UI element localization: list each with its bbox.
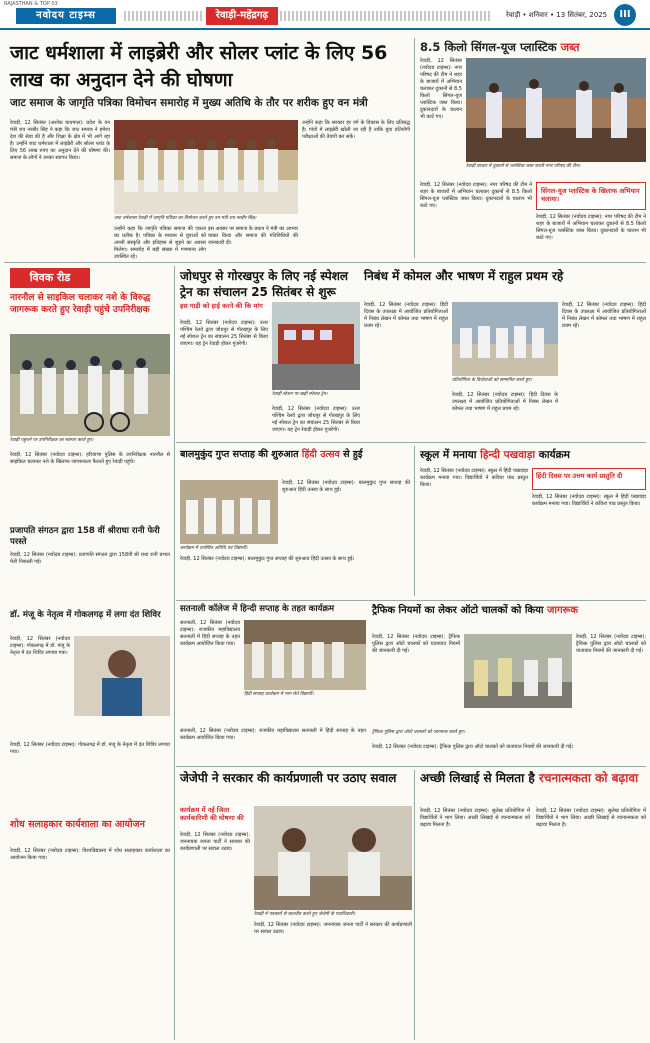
manju-photo <box>74 636 170 716</box>
page-number: III <box>614 4 636 26</box>
school-headline <box>420 448 646 462</box>
prajapati-headline: प्रजापति संगठन द्वारा 158 वीं श्रीराधा रानी फेरी परस्ते <box>10 526 160 547</box>
cycle-photo-caption: रेवाड़ी पहुंचने पर उपनिरीक्षक का स्वागत करते हुए। <box>10 438 94 443</box>
writing-body: रेवाड़ी, 12 सितंबर (नवोदय टाइम्स): सुलेख प्रतियोगिता में विद्यार्थियों ने भाग लिया। अच्छी लिखाई से रचनात्मकता को बढ़ावा मिलता है। <box>420 808 530 828</box>
school-body: रेवाड़ी, 12 सितंबर (नवोदय टाइम्स): स्कूल में हिंदी पखवाड़ा कार्यक्रम मनाया गया। विद्यार्थियों ने कविता पाठ प्रस्तुत किया। <box>420 468 528 488</box>
traffic-headline-highlight: जागरूक <box>546 605 579 616</box>
train-body: रेवाड़ी, 12 सितंबर (नवोदय टाइम्स): उत्तर पश्चिम रेलवे द्वारा जोधपुर से गोरखपुर के लिए नई स्पेशल ट्रेन का संचालन 25 सितंबर से किया जाएगा। यह ट्रेन रेवाड़ी होकर गुजरेगी। <box>180 320 268 347</box>
plastic-body-3: रेवाड़ी, 12 सितंबर (नवोदय टाइम्स): नगर परिषद की टीम ने शहर के बाजारों में अभियान चलाकर दुकानों से 8.5 किलो सिंगल-यूज प्लास्टिक जब्त किया। दुकानदारों के चालान भी काटे गए। <box>536 214 646 241</box>
research-headline: शोध सलाहकार कार्यशाला का आयोजन <box>10 819 145 830</box>
cycle-photo <box>10 334 170 436</box>
traffic-headline-prefix: ट्रैफिक नियमों का लेकर ऑटो चालकों को किया <box>372 605 544 616</box>
satnali-photo <box>244 620 366 690</box>
essay-body-2: रेवाड़ी, 12 सितंबर (नवोदय टाइम्स): हिंदी दिवस के उपलक्ष्य में आयोजित प्रतियोगिताओं में निबंध लेखन में कोमल तथा भाषण में राहुल प्रथम रहे। <box>452 392 558 412</box>
plastic-photo <box>466 58 646 162</box>
satnali-headline: सतनाली कॉलेज में हिन्दी सप्ताह के तहत कार्यक्रम <box>180 604 335 614</box>
plastic-headline-prefix: 8.5 किलो सिंगल-यूज प्लास्टिक <box>420 40 557 54</box>
satnali-body: सतनाली, 12 सितंबर (नवोदय टाइम्स): राजकीय महाविद्यालय सतनाली में हिंदी सप्ताह के तहत कार्यक्रम आयोजित किया गया। <box>180 620 240 647</box>
traffic-photo-caption: ट्रैफिक पुलिस द्वारा ऑटो चालकों को जागरूक करते हुए। <box>372 730 466 735</box>
traffic-body-3: रेवाड़ी, 12 सितंबर (नवोदय टाइम्स): ट्रैफिक पुलिस द्वारा ऑटो चालकों को यातायात नियमों की जानकारी दी गई। <box>372 744 574 750</box>
traffic-photo <box>464 634 572 708</box>
balmukund-photo <box>180 480 278 544</box>
manju-headline: डॉ. मंजू के नेतृत्व में गोकलगढ़ में लगा दंत शिविर <box>10 610 161 620</box>
essay-photo <box>452 302 558 376</box>
edition-label: RAJASTHAN & TOP 03 <box>4 1 58 7</box>
lead-body-4: उन्होंने कहा कि सरकार हर वर्ग के विकास के लिए प्रतिबद्ध है। गांवों में लाइब्रेरी खोली जा रही हैं ताकि युवा प्रतियोगी परीक्षाओं की तैयारी कर सकें। <box>302 120 410 140</box>
balmukund-body-2: रेवाड़ी, 12 सितंबर (नवोदय टाइम्स): बालमुकुंद गुप्त सप्ताह की शुरुआत हिंदी उत्सव के साथ हुई। <box>180 556 355 562</box>
balmukund-headline-suffix: से हुई <box>343 449 363 460</box>
masthead-stripes <box>280 11 490 21</box>
city-banner: रेवाड़ी-महेंद्रगढ़ <box>206 7 278 25</box>
writing-headline-highlight: रचनात्मकता को बढ़ावा <box>538 771 639 785</box>
train-headline: जोधपुर से गोरखपुर के लिए नई स्पेशल ट्रेन का संचालन 25 सितंबर से शुरू <box>180 269 349 299</box>
essay-headline: निबंध में कोमल और भाषण में राहुल प्रथम रहे <box>364 269 564 283</box>
jjp-photo-caption: रेवाड़ी में पत्रकारों से बातचीत करते हुए जेजेपी के पदाधिकारी। <box>254 912 356 917</box>
jjp-sub <box>180 806 250 830</box>
section-rule <box>4 262 646 263</box>
column-rule <box>414 38 415 258</box>
school-headline-prefix: स्कूल में मनाया <box>420 449 477 461</box>
section-rule <box>176 600 646 601</box>
train-sub-text: इस गाड़ी को हाई करने की कि मांग <box>180 302 263 310</box>
balmukund-body: रेवाड़ी, 12 सितंबर (नवोदय टाइम्स): बालमुकुंद गुप्त सप्ताह की शुरुआत हिंदी उत्सव के साथ हुई। <box>282 480 410 493</box>
train-body-2: रेवाड़ी, 12 सितंबर (नवोदय टाइम्स): उत्तर पश्चिम रेलवे द्वारा जोधपुर से गोरखपुर के लिए नई स्पेशल ट्रेन का संचालन 25 सितंबर से किया जाएगा। यह ट्रेन रेवाड़ी होकर गुजरेगी। <box>272 406 360 433</box>
section-rule <box>176 766 646 767</box>
train-photo <box>272 302 360 390</box>
cycle-headline: नारनौल से साइकिल चलाकर नशे के विरुद्ध जागरूक करते हुए रेवाड़ी पहुंचे उपनिरीक्षक <box>10 293 151 315</box>
section-rule <box>176 442 646 443</box>
essay-photo-caption: प्रतियोगिता के विजेताओं को सम्मानित करते हुए। <box>452 378 533 383</box>
manju-body: रेवाड़ी, 12 सितंबर (नवोदय टाइम्स): गोकलगढ़ में डॉ. मंजू के नेतृत्व में दंत शिविर लगाया गया। <box>10 636 70 656</box>
jjp-photo <box>254 806 412 910</box>
school-headline-highlight: हिन्दी पखवाड़ा <box>480 449 536 461</box>
manju-body-2: रेवाड़ी, 12 सितंबर (नवोदय टाइम्स): गोकलगढ़ में डॉ. मंजू के नेतृत्व में दंत शिविर लगाया गया। <box>10 742 170 755</box>
balmukund-headline <box>180 448 410 461</box>
lead-subhead: जाट समाज के जागृति पत्रिका विमोचन समारोह में मुख्य अतिथि के तौर पर शरीक हुए वन मंत्री <box>10 97 368 109</box>
dateline: रेवाड़ी • शनिवार • 13 सितंबर, 2025 <box>506 11 608 19</box>
jjp-sub-text: कार्यक्रम में नई जिला कार्यकारिणी की घोषणा की <box>180 806 244 822</box>
jjp-headline: जेजेपी ने सरकार की कार्यप्रणाली पर उठाए सवाल <box>180 771 397 785</box>
jjp-body-2: रेवाड़ी, 12 सितंबर (नवोदय टाइम्स): जननायक जनता पार्टी ने सरकार की कार्यप्रणाली पर सवाल उठाए। <box>254 922 412 935</box>
satnali-body-2: सतनाली, 12 सितंबर (नवोदय टाइम्स): राजकीय महाविद्यालय सतनाली में हिंदी सप्ताह के तहत कार्यक्रम आयोजित किया गया। <box>180 728 366 741</box>
train-photo-caption: रेवाड़ी स्टेशन पर खड़ी स्पेशल ट्रेन। <box>272 392 328 397</box>
lead-body: रेवाड़ी, 12 सितंबर (अशोक कथमाल): प्रदेश के वन मंत्री राव नरबीर सिंह ने कहा कि जाट समाज ने हमेशा देश की सेवा की है और शिक्षा के क्षेत्र में भी आगे रहा है। उन्होंने जाट धर्मशाला में लाइब्रेरी और सोलर प्लांट के लिए 56 लाख रुपए का अनुदान देने की घोषणा की। समाज के लोगों ने उनका स्वागत किया। <box>10 120 110 161</box>
writing-headline-prefix: अच्छी लिखाई से मिलता है <box>420 771 535 785</box>
lead-photo-caption: जाट धर्मशाला रेवाड़ी में जागृति पत्रिका का विमोचन करते हुए वन मंत्री राव नरबीर सिंह। <box>114 216 257 221</box>
writing-headline <box>420 770 646 786</box>
cycle-body: रेवाड़ी, 12 सितंबर (नवोदय टाइम्स): हरियाणा पुलिस के उपनिरीक्षक नारनौल से साइकिल चलाकर नशे के खिलाफ जागरूकता फैलाते हुए रेवाड़ी पहुंचे। <box>10 452 170 465</box>
research-body: रेवाड़ी, 12 सितंबर (नवोदय टाइम्स): विश्वविद्यालय में शोध सलाहकार कार्यशाला का आयोजन किया गया। <box>10 848 170 861</box>
traffic-headline <box>372 604 646 617</box>
writing-body-2: रेवाड़ी, 12 सितंबर (नवोदय टाइम्स): सुलेख प्रतियोगिता में विद्यार्थियों ने भाग लिया। अच्छी लिखाई से रचनात्मकता को बढ़ावा मिलता है। <box>536 808 646 828</box>
school-body-2: रेवाड़ी, 12 सितंबर (नवोदय टाइम्स): स्कूल में हिंदी पखवाड़ा कार्यक्रम मनाया गया। विद्यार्थियों ने कविता पाठ प्रस्तुत किया। <box>532 494 646 507</box>
jjp-body: रेवाड़ी, 12 सितंबर (नवोदय टाइम्स): जननायक जनता पार्टी ने सरकार की कार्यप्रणाली पर सवाल उठाए। <box>180 832 250 852</box>
column-rule <box>414 446 415 596</box>
plastic-body: रेवाड़ी, 12 सितंबर (नवोदय टाइम्स): नगर परिषद की टीम ने शहर के बाजारों में अभियान चलाकर दुकानों से 8.5 किलो सिंगल-यूज प्लास्टिक जब्त किया। दुकानदारों के चालान भी काटे गए। <box>420 58 462 120</box>
plastic-headline-suffix: जब्त <box>560 40 580 54</box>
newspaper-logo: नवोदय टाइम्स <box>16 8 116 24</box>
lead-body-2: उन्होंने कहा कि जागृति पत्रिका समाज की एकता का प्रतीक है। पत्रिका के माध्यम से युवाओं को अपनी संस्कृति और इतिहास से जुड़ने का अवसर मिलेगा। समारोह में बड़ी संख्या में गणमान्य लोग उपस्थित रहे। <box>114 226 206 260</box>
plastic-photo-caption: रेवाड़ी बाजार में दुकानों से प्लास्टिक जब्त करती नगर परिषद की टीम। <box>466 164 581 169</box>
essay-body-3: रेवाड़ी, 12 सितंबर (नवोदय टाइम्स): हिंदी दिवस के उपलक्ष्य में आयोजित प्रतियोगिताओं में निबंध लेखन में कोमल तथा भाषण में राहुल प्रथम रहे। <box>562 302 646 329</box>
school-box <box>532 468 646 490</box>
train-sub <box>180 302 270 318</box>
plastic-headline <box>420 40 646 55</box>
balmukund-headline-prefix: बालमुकुंद गुप्त सप्ताह की शुरुआत <box>180 449 299 460</box>
column-rule <box>174 266 175 1040</box>
lead-photo <box>114 120 298 214</box>
plastic-tag <box>536 182 646 210</box>
lead-body-3: इस अवसर पर समाज के प्रधान ने मंत्री का आभार व्यक्त किया और समाज की गतिविधियों की जानकारी दी। <box>208 226 298 246</box>
balmukund-photo-caption: कार्यक्रम में उपस्थित अतिथि एवं विद्यार्थी। <box>180 546 248 551</box>
balmukund-headline-highlight: हिंदी उत्सव <box>301 449 340 460</box>
lead-headline: जाट धर्मशाला में लाइब्रेरी और सोलर प्लांट के लिए 56 लाख का अनुदान देने की घोषणा <box>10 42 388 91</box>
school-box-text: हिंदी दिवस पर उत्तम कार्य प्रस्तुति दी <box>536 472 623 480</box>
essay-body: रेवाड़ी, 12 सितंबर (नवोदय टाइम्स): हिंदी दिवस के उपलक्ष्य में आयोजित प्रतियोगिताओं में निबंध लेखन में कोमल तथा भाषण में राहुल प्रथम रहे। <box>364 302 448 329</box>
cycle-tag: विवक रीड <box>10 268 90 288</box>
traffic-body-2: रेवाड़ी, 12 सितंबर (नवोदय टाइम्स): ट्रैफिक पुलिस द्वारा ऑटो चालकों को यातायात नियमों की जानकारी दी गई। <box>576 634 646 654</box>
prajapati-body: रेवाड़ी, 12 सितंबर (नवोदय टाइम्स): प्रजापति संगठन द्वारा 158वीं श्री राधा रानी प्रभात फेरी निकाली गई। <box>10 552 170 565</box>
masthead <box>0 0 650 30</box>
satnali-photo-caption: हिंदी सप्ताह कार्यक्रम में भाग लेते विद्यार्थी। <box>244 692 314 697</box>
masthead-stripes <box>124 11 204 21</box>
school-headline-suffix: कार्यक्रम <box>538 449 570 461</box>
column-rule <box>414 770 415 1040</box>
traffic-body: रेवाड़ी, 12 सितंबर (नवोदय टाइम्स): ट्रैफिक पुलिस द्वारा ऑटो चालकों को यातायात नियमों की जानकारी दी गई। <box>372 634 460 654</box>
plastic-tag-text: सिंगल-यूज प्लास्टिक के खिलाफ अभियान चलाया। <box>541 187 640 203</box>
plastic-body-2: रेवाड़ी, 12 सितंबर (नवोदय टाइम्स): नगर परिषद की टीम ने शहर के बाजारों में अभियान चलाकर दुकानों से 8.5 किलो सिंगल-यूज प्लास्टिक जब्त किया। दुकानदारों के चालान भी काटे गए। <box>420 182 532 209</box>
